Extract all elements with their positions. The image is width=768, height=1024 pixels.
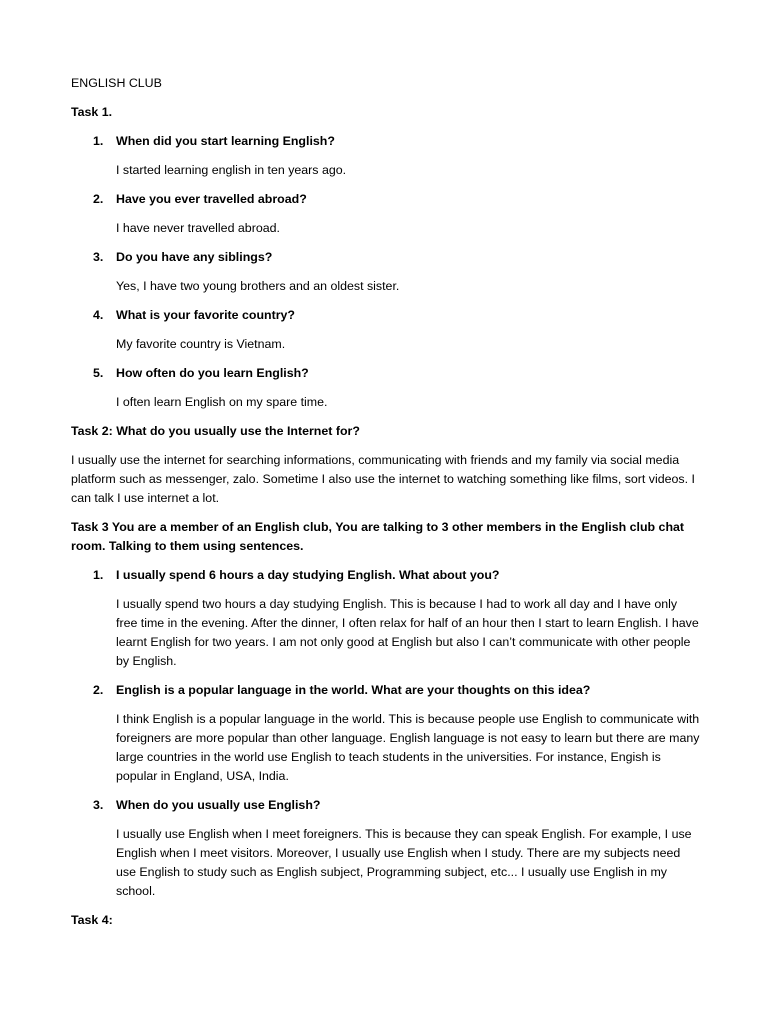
list-number: 1. [93, 134, 104, 148]
task3-answer-2: I think English is a popular language in the world. This is because people use English to communicate with foreigners are more popular than other language. English language is not easy to learn but there are many large countries in the world use English to teach students in the universities. For instance, Engish is popular in England, USA, India. [116, 712, 700, 783]
task1-answer-5: I often learn English on my spare time. [116, 395, 328, 409]
document-title: ENGLISH CLUB [71, 76, 162, 90]
task1-heading: Task 1. [71, 105, 113, 119]
task3-answer-3: I usually use English when I meet foreigners. This is because they can speak English. For example, I use English when I meet visitors. Moreover, I usually use English when I study. There are my subjects need use English to study such as English subject, Programming subject, etc... I usually use English in my school. [116, 827, 692, 898]
question-text: English is a popular language in the world. What are your thoughts on this idea? [116, 683, 591, 697]
task1-answer-4: My favorite country is Vietnam. [116, 337, 286, 351]
task2-heading: Task 2: What do you usually use the Internet for? [71, 424, 360, 438]
task1-answer-3: Yes, I have two young brothers and an oldest sister. [116, 279, 400, 293]
task1-answer-1: I started learning english in ten years ago. [116, 163, 347, 177]
question-text: Have you ever travelled abroad? [116, 192, 307, 206]
task1-list [71, 132, 701, 412]
question-text: When did you start learning English? [116, 134, 335, 148]
task3-list [71, 566, 701, 901]
task3-question-3 [71, 796, 701, 815]
task1-question-2 [71, 190, 701, 209]
list-number: 2. [93, 683, 104, 697]
list-number: 3. [93, 250, 104, 264]
question-text: Do you have any siblings? [116, 250, 273, 264]
question-text: I usually spend 6 hours a day studying English. What about you? [116, 568, 500, 582]
task2-body: I usually use the internet for searching informations, communicating with friends and my family via social media platform such as messenger, zalo. Sometime I also use the internet to watching something like films, sort videos. I can talk I use internet a lot. [71, 453, 695, 505]
task1-answer-2: I have never travelled abroad. [116, 221, 280, 235]
task1-question-3 [71, 248, 701, 267]
list-number: 3. [93, 798, 104, 812]
list-number: 2. [93, 192, 104, 206]
task4-heading: Task 4: [71, 913, 113, 927]
list-number: 5. [93, 366, 104, 380]
question-text: How often do you learn English? [116, 366, 309, 380]
task3-question-2 [71, 681, 701, 700]
list-number: 1. [93, 568, 104, 582]
task3-question-1 [71, 566, 701, 585]
task1-question-4 [71, 306, 701, 325]
task3-answer-1: I usually spend two hours a day studying English. This is because I had to work all day and I have only free time in the evening. After the dinner, I often relax for half of an hour then I start to learn English. I have learnt English for two years. I am not only good at English but also I can’t communicate with other people by English. [116, 597, 699, 668]
task1-question-5 [71, 364, 701, 383]
list-number: 4. [93, 308, 104, 322]
question-text: What is your favorite country? [116, 308, 295, 322]
task1-question-1 [71, 132, 701, 151]
task3-heading: Task 3 You are a member of an English club, You are talking to 3 other members in the English club chat room. Talking to them using sentences. [71, 520, 685, 553]
document-page [71, 74, 701, 940]
question-text: When do you usually use English? [116, 798, 321, 812]
